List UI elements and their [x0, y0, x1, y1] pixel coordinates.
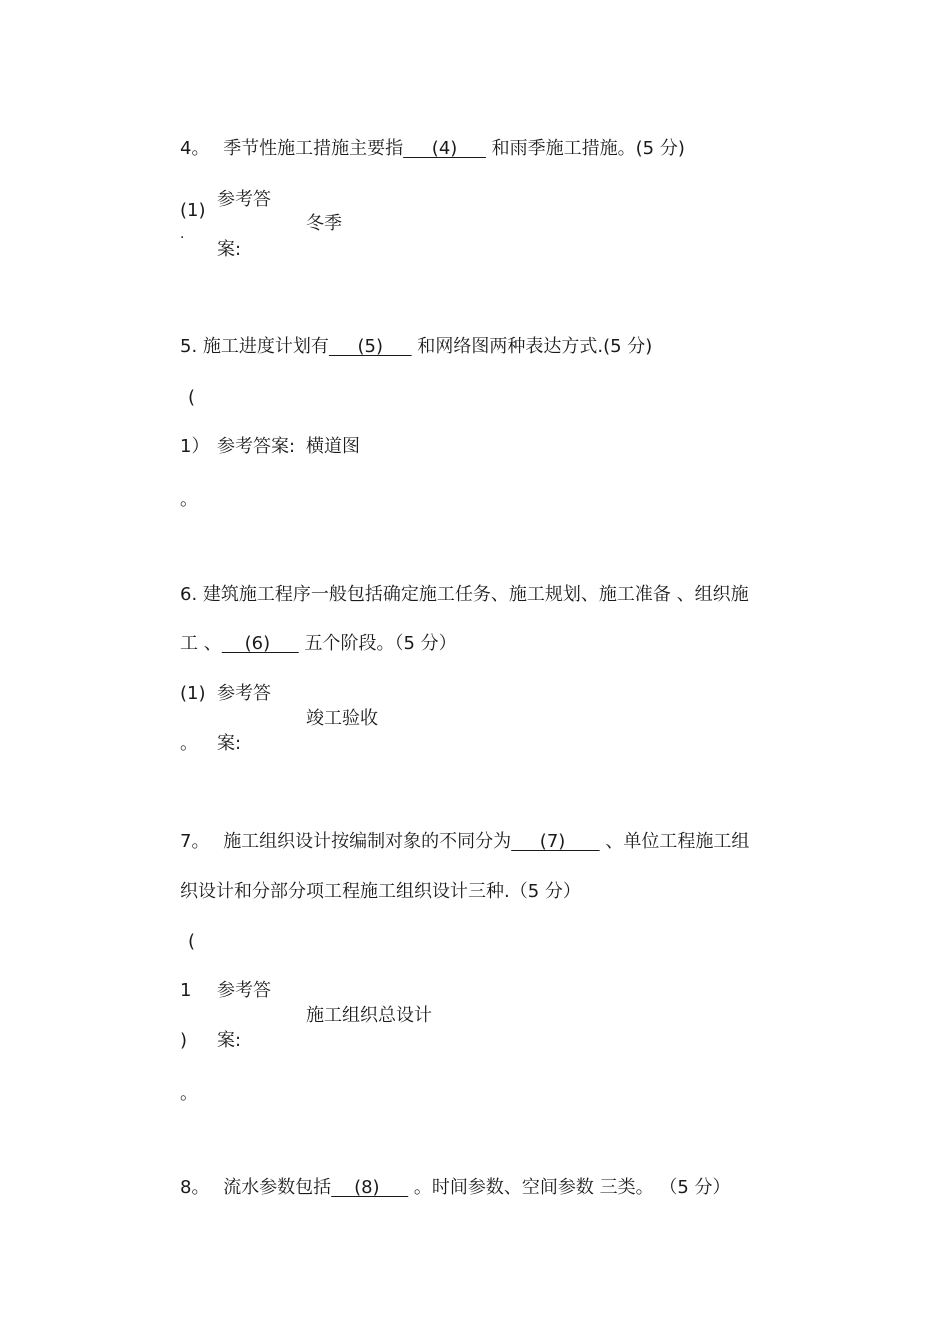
q4-number: 4。 [180, 138, 210, 159]
q7-answer: 施工组织总设计 [306, 1005, 432, 1026]
q5-sub-dot: 。 [180, 489, 198, 510]
q8-number: 8。 [180, 1177, 210, 1198]
q4-text-pre: 季节性施工措施主要指 [223, 138, 404, 159]
q4-sub-dot: · [180, 230, 185, 246]
q7-line-1 [180, 830, 749, 854]
q7-answer-label-a: 参考答 [217, 980, 271, 1001]
q8-text-pre: 流水参数包括 [223, 1177, 332, 1198]
q8-line [180, 1176, 731, 1200]
q4-sub-open: (1) [180, 200, 206, 221]
q5-blank: (5) [328, 336, 412, 357]
q5-answer-label: 参考答案: [217, 436, 296, 457]
q5-text-post: 和网络图两种表达方式.(5 分) [417, 336, 653, 357]
q4-answer-label-a: 参考答 [217, 189, 271, 210]
q7-number: 7。 [180, 831, 210, 852]
q6-blank: (6) [221, 633, 299, 654]
q7-sub-dot: 。 [180, 1083, 198, 1104]
q6-answer-label-b: 案: [217, 733, 242, 754]
q8-blank: (8) [331, 1177, 409, 1198]
q7-sub-number: 1 [180, 980, 192, 1001]
q6-sub-dot: 。 [180, 733, 198, 754]
q6-line-2 [180, 632, 457, 656]
q4-line [180, 137, 685, 161]
q6-text-post: 五个阶段。（5 分） [304, 633, 457, 654]
q6-text-pre: 工 、 [180, 633, 222, 654]
q5-line [180, 335, 652, 359]
q5-answer: 横道图 [306, 436, 360, 457]
q7-text-post: 、单位工程施工组 [605, 831, 750, 852]
q6-line-1: 6. 建筑施工程序一般包括确定施工任务、施工规划、施工准备 、组织施 [180, 584, 749, 605]
q6-answer: 竣工验收 [306, 708, 378, 729]
q4-answer: 冬季 [306, 213, 342, 234]
q5-sub-open: ( [188, 387, 196, 408]
q5-text-pre: 5. 施工进度计划有 [180, 336, 329, 357]
q7-line-2: 织设计和分部分项工程施工组织设计三种.（5 分） [180, 881, 581, 902]
q7-text-pre: 施工组织设计按编制对象的不同分为 [223, 831, 512, 852]
q4-answer-label-b: 案: [217, 239, 242, 260]
q7-sub-open: ( [188, 931, 196, 952]
q8-text-post: 。时间参数、空间参数 三类。 （5 分） [413, 1177, 731, 1198]
q7-answer-label-b: 案: [217, 1030, 242, 1051]
q7-sub-close: ) [180, 1030, 188, 1051]
q6-sub-open: (1) [180, 683, 206, 704]
q7-blank: (7) [511, 831, 600, 852]
q4-text-post: 和雨季施工措施。(5 分) [491, 138, 685, 159]
q6-answer-label-a: 参考答 [217, 683, 271, 704]
q4-blank: (4) [403, 138, 486, 159]
q5-sub-number: 1） [180, 436, 210, 457]
